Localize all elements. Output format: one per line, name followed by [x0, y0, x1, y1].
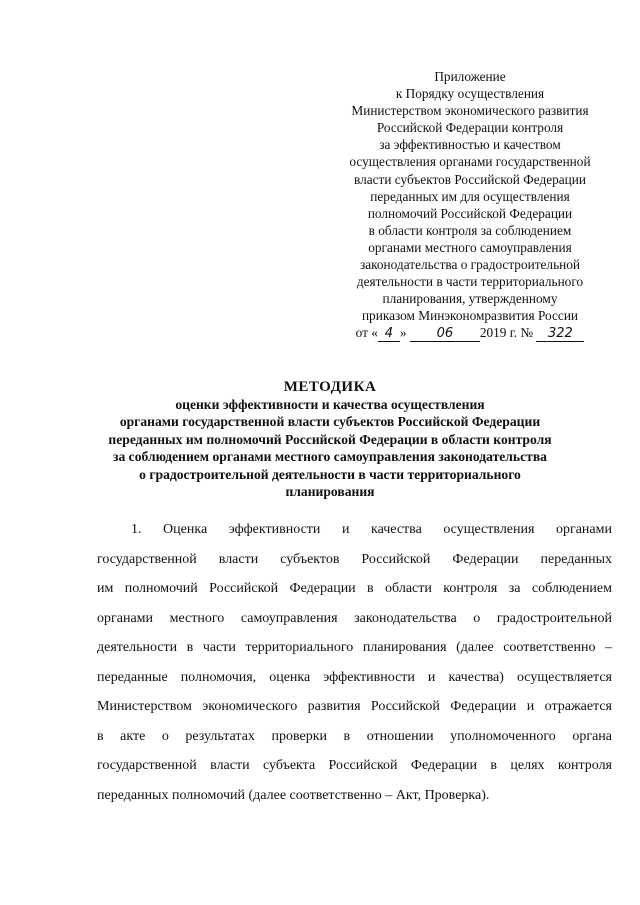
appendix-header: [330, 68, 610, 342]
subtitle-line: за соблюдением органами местного самоуправления законодательства: [113, 449, 547, 465]
paragraph-line: им полномочий Российской Федерации в области контроля за соблюдением: [97, 581, 612, 596]
appendix-line: Российской Федерации контроля: [376, 120, 564, 136]
subtitle-line: переданных им полномочий Российской Федерации в области контроля: [108, 431, 552, 447]
appendix-line: к Порядку осуществления: [395, 86, 545, 102]
paragraph-line: деятельности в части территориального планирования (далее соответственно –: [97, 640, 612, 655]
paragraph-line: 1. Оценка эффективности и качества осуществления органами: [131, 522, 612, 537]
order-date-line: [330, 324, 610, 342]
appendix-line: власти субъектов Российской Федерации: [353, 171, 587, 187]
appendix-line: полномочий Российской Федерации: [367, 205, 573, 221]
appendix-line: законодательства о градостроительной: [359, 257, 581, 273]
appendix-line: планирования, утвержденному: [382, 291, 558, 307]
paragraph-line: в акте о результатах проверки в отношении уполномоченного органа: [97, 728, 612, 744]
appendix-line: приказом Минэкономразвития России: [361, 308, 579, 324]
paragraph-line: переданные полномочия, оценка эффективности и качества) осуществляется: [97, 669, 612, 685]
appendix-line: в области контроля за соблюдением: [368, 222, 572, 238]
handwritten-day: 4: [378, 327, 400, 342]
document-heading: [80, 378, 580, 500]
paragraph-line: государственной власти субъекта Российской Федерации в целях контроля: [97, 758, 612, 773]
handwritten-order-number: 322: [536, 327, 584, 342]
appendix-line: переданных им для осуществления: [370, 188, 570, 204]
appendix-line: органами местного самоуправления: [368, 239, 572, 255]
appendix-line: осуществления органами государственной: [349, 154, 591, 170]
appendix-line: Приложение: [434, 69, 506, 84]
paragraph-line: органами местного самоуправления законодательства о градостроительной: [97, 610, 612, 626]
subtitle-line: планирования: [285, 484, 375, 500]
date-prefix: от «: [355, 325, 378, 341]
paragraph-line: Министерством экономического развития Российской Федерации и отражается: [97, 699, 612, 714]
document-title: МЕТОДИКА: [283, 379, 377, 395]
document-subtitle: [80, 396, 580, 500]
paragraph-1: [97, 515, 612, 810]
subtitle-line: оценки эффективности и качества осуществления: [175, 397, 485, 412]
date-year: 2019 г. №: [479, 325, 534, 341]
paragraph-line: государственной власти субъектов Российской Федерации переданных: [97, 551, 612, 567]
date-mid: »: [399, 325, 407, 341]
appendix-line: Министерством экономического развития: [351, 103, 589, 119]
subtitle-line: о градостроительной деятельности в части территориального: [139, 466, 521, 482]
appendix-line: за эффективностью и качеством: [379, 137, 561, 153]
handwritten-month: 06: [410, 327, 480, 342]
paragraph-line: переданных полномочий (далее соответственно – Акт, Проверка).: [97, 787, 490, 803]
subtitle-line: органами государственной власти субъектов Российской Федерации: [119, 414, 541, 430]
appendix-line: деятельности в части территориального: [356, 274, 584, 290]
